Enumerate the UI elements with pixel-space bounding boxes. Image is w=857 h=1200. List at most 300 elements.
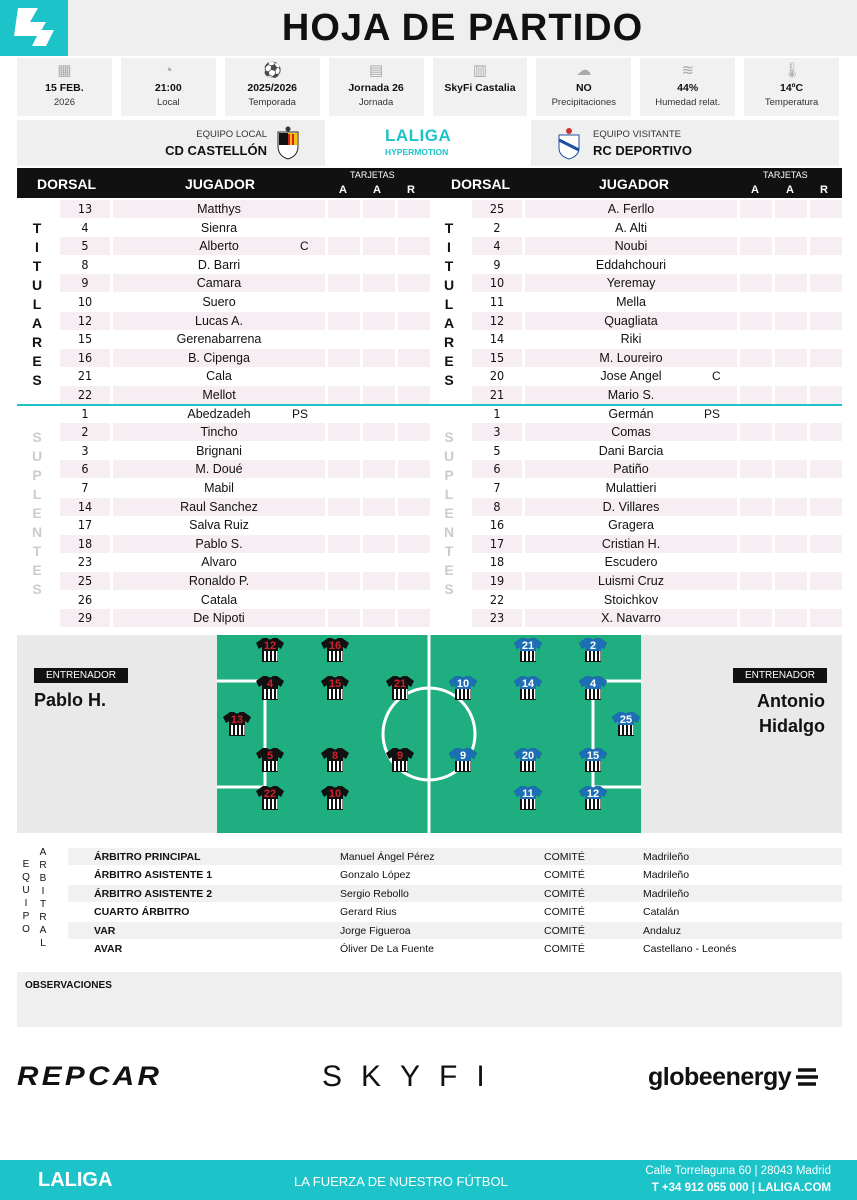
- arbitral-vertical-label: A R B I T R A L: [39, 847, 47, 949]
- card-cell-a1: [328, 237, 360, 255]
- card-cell-r: [810, 237, 842, 255]
- player-row: [472, 367, 841, 386]
- card-cell-a2: [775, 293, 807, 311]
- player-name: Cala: [206, 369, 232, 384]
- player-shirt: 14: [513, 675, 543, 701]
- card-cell-a2: [775, 553, 807, 571]
- card-cell-a2: [363, 572, 395, 590]
- player-name: Suero: [202, 295, 236, 309]
- info-value: 2025/2026: [247, 82, 297, 94]
- card-cell-a2: [363, 200, 395, 218]
- official-region: Madrileño: [643, 869, 690, 882]
- player-shirt: 11: [513, 785, 543, 811]
- card-cell-a2: [775, 479, 807, 497]
- card-cell-a1: [740, 423, 772, 441]
- clock-icon: ◔: [163, 62, 173, 79]
- card-cell-a1: [740, 312, 772, 330]
- info-value: 44%: [677, 82, 699, 94]
- card-cell-r: [810, 349, 842, 367]
- info-sub: 2026: [53, 97, 75, 108]
- card-cell-a2: [363, 535, 395, 553]
- info-value: 21:00: [154, 82, 182, 94]
- player-number: 1: [81, 405, 89, 421]
- player-number: 7: [81, 480, 89, 495]
- card-cell-a2: [775, 423, 807, 441]
- card-cell-r: [810, 312, 842, 330]
- player-shirt: 4: [255, 675, 285, 701]
- player-shirt: 13: [222, 711, 252, 737]
- player-name: Alvaro: [201, 555, 237, 570]
- card-cell-a2: [775, 535, 807, 553]
- official-row: [68, 922, 842, 939]
- info-sub: Precipitaciones: [551, 97, 617, 108]
- official-row: [68, 848, 842, 865]
- player-name: Yeremay: [606, 276, 656, 291]
- match-info-row: [17, 58, 839, 116]
- info-cell: [744, 58, 839, 116]
- player-name: Mellot: [202, 388, 236, 402]
- jugador-header: JUGADOR: [599, 176, 670, 192]
- official-name: Jorge Figueroa: [340, 924, 411, 937]
- card-cell-a1: [740, 200, 772, 218]
- player-row: [60, 591, 429, 610]
- player-number: 16: [489, 517, 505, 533]
- card-cell-r: [810, 609, 842, 627]
- card-cell-a2: [775, 442, 807, 460]
- info-sub: Local: [156, 97, 180, 108]
- card-cell-a2: [363, 460, 395, 478]
- player-shirt: 21: [513, 637, 543, 663]
- card-cell-a1: [328, 572, 360, 590]
- card-cell-a1: [740, 535, 772, 553]
- card-cell-a2: [363, 237, 395, 255]
- official-role: AVAR: [94, 943, 123, 955]
- roja-header: R: [407, 184, 415, 196]
- player-row: [60, 479, 429, 498]
- player-number: 8: [493, 498, 501, 514]
- player-number: 7: [493, 480, 501, 495]
- player-shirt: 20: [513, 747, 543, 773]
- official-region: Catalán: [643, 906, 680, 919]
- observaciones-panel: [17, 972, 842, 1027]
- card-cell-a1: [740, 256, 772, 274]
- player-number: 20: [489, 368, 505, 384]
- card-cell-r: [398, 442, 430, 460]
- official-row: [68, 940, 842, 957]
- player-name: Catala: [200, 592, 238, 607]
- player-row: [60, 535, 429, 554]
- player-name: De Nipoti: [193, 611, 245, 626]
- official-region: Madrileño: [643, 851, 690, 863]
- card-cell-a1: [740, 386, 772, 404]
- info-sub: Temporada: [248, 97, 296, 108]
- player-name: Alberto: [199, 239, 239, 254]
- player-name: Camara: [196, 276, 242, 291]
- player-row: [472, 256, 841, 275]
- player-shirt: 22: [255, 785, 285, 811]
- card-cell-a2: [775, 591, 807, 609]
- official-row: [68, 903, 842, 920]
- player-name: Quagliata: [604, 313, 658, 328]
- official-name: Gerard Rius: [340, 906, 397, 919]
- player-row: [472, 442, 841, 461]
- card-cell-a1: [328, 293, 360, 311]
- player-name: Riki: [620, 332, 642, 347]
- card-cell-r: [810, 219, 842, 237]
- player-row: [60, 516, 429, 535]
- card-cell-r: [398, 479, 430, 497]
- player-number: 15: [489, 349, 505, 365]
- player-row: [472, 219, 841, 238]
- card-cell-a2: [775, 256, 807, 274]
- card-cell-a2: [775, 498, 807, 516]
- jugador-header: JUGADOR: [185, 176, 256, 192]
- card-cell-a2: [775, 237, 807, 255]
- card-cell-a1: [740, 237, 772, 255]
- card-cell-a1: [328, 609, 360, 627]
- official-role: ÁRBITRO ASISTENTE 2: [94, 887, 213, 900]
- player-number: 9: [81, 275, 89, 291]
- player-name: Sienra: [200, 220, 238, 235]
- player-shirt: 2: [578, 637, 608, 663]
- local-table-header: [17, 168, 429, 198]
- player-name: Mabil: [204, 481, 234, 495]
- card-cell-a1: [328, 386, 360, 404]
- footer-contact: T +34 912 055 000 | LALIGA.COM: [651, 1182, 831, 1194]
- player-number: 21: [489, 387, 505, 402]
- player-number: 2: [493, 219, 501, 235]
- info-value: Jornada 26: [348, 82, 404, 94]
- player-row: [472, 293, 841, 312]
- player-name: Jose Angel: [600, 369, 662, 384]
- card-cell-r: [810, 330, 842, 348]
- card-cell-a2: [363, 423, 395, 441]
- card-cell-r: [810, 274, 842, 292]
- player-number: 25: [489, 201, 505, 216]
- humidity-icon: ≋: [681, 62, 694, 79]
- player-number: 22: [77, 387, 93, 402]
- visitor-table-header: [429, 168, 842, 198]
- visitor-team-name: RC DEPORTIVO: [593, 143, 692, 158]
- player-row: [472, 591, 841, 610]
- player-number: 29: [77, 610, 93, 626]
- player-name: Gragera: [608, 518, 654, 533]
- amarilla-1-header: A: [339, 184, 347, 196]
- official-row: [68, 885, 842, 902]
- player-shirt: 5: [255, 747, 285, 773]
- card-cell-a2: [775, 460, 807, 478]
- player-name: Lucas A.: [195, 313, 243, 328]
- card-cell-r: [398, 460, 430, 478]
- official-region: Madrileño: [643, 887, 690, 900]
- laliga-logo: [0, 0, 68, 56]
- card-cell-a1: [328, 479, 360, 497]
- titulares-vertical-label: T I T U L A R E S: [443, 220, 455, 388]
- roja-header: R: [820, 184, 828, 196]
- player-row: [60, 200, 429, 219]
- card-cell-a2: [775, 405, 807, 423]
- player-number: 25: [77, 573, 93, 588]
- player-shirt: 9: [448, 747, 478, 773]
- footer-tagline: LA FUERZA DE NUESTRO FÚTBOL: [294, 1174, 508, 1189]
- player-name: Tincho: [200, 425, 238, 440]
- card-cell-a1: [740, 479, 772, 497]
- repcar-logo: REPCAR: [17, 1061, 163, 1091]
- player-tag: C: [712, 369, 721, 384]
- player-number: 22: [489, 591, 505, 607]
- card-cell-r: [810, 423, 842, 441]
- player-row: [472, 535, 841, 554]
- card-cell-r: [810, 405, 842, 423]
- player-name: Raul Sanchez: [180, 499, 258, 514]
- card-cell-a2: [363, 367, 395, 385]
- card-cell-r: [398, 219, 430, 237]
- card-cell-a1: [328, 349, 360, 367]
- titulares-vertical-label: T I T U L A R E S: [31, 220, 43, 388]
- player-row: [60, 572, 429, 591]
- info-value: SkyFi Castalia: [444, 82, 516, 94]
- card-cell-a2: [363, 591, 395, 609]
- player-name: Dani Barcia: [598, 443, 664, 458]
- card-cell-a2: [775, 219, 807, 237]
- card-cell-r: [810, 479, 842, 497]
- player-shirt: 10: [448, 675, 478, 701]
- card-cell-r: [398, 367, 430, 385]
- card-cell-a2: [363, 219, 395, 237]
- player-name: D. Barri: [197, 257, 241, 272]
- card-cell-a1: [740, 460, 772, 478]
- info-cell: [121, 58, 216, 116]
- info-sub: Jornada: [358, 97, 394, 108]
- card-cell-r: [398, 423, 430, 441]
- card-cell-a2: [363, 405, 395, 423]
- player-row: [472, 609, 841, 628]
- card-cell-a1: [328, 460, 360, 478]
- observaciones-label: OBSERVACIONES: [25, 980, 112, 991]
- visitor-coach-name: Antonio Hidalgo: [757, 691, 825, 736]
- official-name: Manuel Ángel Pérez: [340, 851, 435, 863]
- official-comite: COMITÉ: [544, 906, 585, 919]
- player-shirt: 21: [385, 675, 415, 701]
- globeenergy-logo: globeenergy: [648, 1060, 843, 1094]
- card-cell-r: [398, 349, 430, 367]
- player-number: 21: [77, 368, 93, 384]
- card-cell-r: [398, 591, 430, 609]
- player-name: Patiño: [613, 462, 649, 477]
- card-cell-r: [810, 442, 842, 460]
- official-comite: COMITÉ: [544, 924, 585, 937]
- card-cell-r: [810, 460, 842, 478]
- card-cell-a2: [363, 609, 395, 627]
- player-row: [60, 553, 429, 572]
- player-shirt: 15: [320, 675, 350, 701]
- coach-label: ENTRENADOR: [733, 668, 827, 683]
- card-cell-a1: [740, 219, 772, 237]
- dorsal-header: DORSAL: [37, 176, 97, 192]
- card-cell-r: [398, 516, 430, 534]
- player-row: [472, 553, 841, 572]
- card-cell-a1: [328, 535, 360, 553]
- card-cell-a1: [740, 274, 772, 292]
- player-row: [472, 423, 841, 442]
- visitor-coach-panel: [641, 635, 842, 833]
- official-role: VAR: [94, 924, 116, 937]
- card-cell-r: [398, 609, 430, 627]
- card-cell-a2: [363, 498, 395, 516]
- player-row: [472, 405, 841, 424]
- player-name: Stoichkov: [603, 592, 659, 607]
- official-comite: COMITÉ: [544, 869, 585, 882]
- player-number: 23: [489, 610, 505, 626]
- player-number: 6: [493, 461, 501, 477]
- info-sub: Temperatura: [764, 97, 819, 108]
- suplentes-vertical-label: S U P L E N T E S: [31, 429, 43, 597]
- info-cell: [329, 58, 424, 116]
- player-number: 18: [489, 554, 505, 570]
- card-cell-r: [398, 293, 430, 311]
- card-cell-a1: [328, 442, 360, 460]
- card-cell-a2: [775, 572, 807, 590]
- stadium-icon: ▥: [472, 62, 488, 79]
- card-cell-r: [810, 516, 842, 534]
- player-name: Eddahchouri: [595, 257, 667, 272]
- card-cell-r: [810, 535, 842, 553]
- card-cell-a1: [328, 498, 360, 516]
- player-shirt: 15: [578, 747, 608, 773]
- player-number: 23: [77, 554, 93, 570]
- card-cell-a1: [328, 423, 360, 441]
- titulares-divider: [17, 404, 842, 406]
- player-number: 16: [77, 349, 93, 365]
- player-name: Salva Ruiz: [189, 518, 249, 533]
- card-cell-a1: [740, 553, 772, 571]
- player-row: [60, 274, 429, 293]
- player-shirt: 8: [320, 747, 350, 773]
- page-title: HOJA DE PARTIDO: [68, 0, 857, 56]
- card-cell-r: [398, 200, 430, 218]
- info-sub: Humedad relat.: [655, 97, 721, 108]
- info-cell: [536, 58, 631, 116]
- card-cell-a2: [363, 553, 395, 571]
- card-cell-a1: [328, 256, 360, 274]
- official-role: ÁRBITRO PRINCIPAL: [94, 851, 201, 863]
- player-number: 4: [81, 219, 89, 235]
- card-cell-a2: [775, 330, 807, 348]
- card-cell-a2: [363, 312, 395, 330]
- local-coach-name: Pablo H.: [34, 690, 107, 710]
- player-number: 10: [489, 275, 505, 291]
- coach-label: ENTRENADOR: [34, 668, 128, 683]
- player-name: Gerenabarrena: [176, 332, 262, 347]
- player-row: [472, 498, 841, 517]
- card-cell-r: [398, 498, 430, 516]
- player-row: [472, 200, 841, 219]
- info-cell: [225, 58, 320, 116]
- player-number: 17: [489, 535, 505, 551]
- dorsal-header: DORSAL: [451, 176, 511, 192]
- player-number: 5: [81, 238, 89, 254]
- card-cell-r: [398, 312, 430, 330]
- player-number: 3: [493, 424, 501, 440]
- amarilla-1-header: A: [751, 184, 759, 196]
- card-cell-a2: [363, 256, 395, 274]
- card-cell-a2: [775, 367, 807, 385]
- calendar-grid-icon: ▤: [368, 62, 384, 79]
- player-name: D. Villares: [602, 499, 660, 514]
- player-name: A. Alti: [615, 220, 647, 235]
- player-row: [60, 349, 429, 368]
- player-row: [472, 312, 841, 331]
- card-cell-a2: [363, 274, 395, 292]
- card-cell-r: [398, 237, 430, 255]
- player-number: 11: [489, 294, 505, 309]
- card-cell-r: [810, 293, 842, 311]
- player-number: 19: [489, 573, 505, 588]
- player-row: [60, 498, 429, 517]
- player-number: 3: [81, 442, 89, 458]
- card-cell-r: [398, 572, 430, 590]
- globeenergy-mark-icon: [794, 1066, 820, 1088]
- player-row: [60, 442, 429, 461]
- card-cell-a2: [363, 330, 395, 348]
- card-cell-a1: [740, 330, 772, 348]
- card-cell-a2: [775, 274, 807, 292]
- player-name: B. Cipenga: [188, 350, 250, 365]
- card-cell-r: [810, 553, 842, 571]
- card-cell-a1: [328, 367, 360, 385]
- player-name: Abedzadeh: [187, 406, 251, 421]
- player-shirt: 16: [320, 637, 350, 663]
- card-cell-a2: [775, 312, 807, 330]
- visitor-team-label: EQUIPO VISITANTE: [593, 129, 681, 140]
- player-row: [60, 367, 429, 386]
- card-cell-r: [398, 386, 430, 404]
- card-cell-a1: [328, 312, 360, 330]
- card-cell-a1: [740, 516, 772, 534]
- official-comite: COMITÉ: [544, 887, 585, 900]
- card-cell-a2: [363, 293, 395, 311]
- castellon-crest-icon: [275, 126, 301, 160]
- player-number: 8: [81, 256, 89, 272]
- player-number: 17: [77, 517, 93, 533]
- card-cell-r: [398, 274, 430, 292]
- player-row: [472, 237, 841, 256]
- card-cell-a2: [363, 386, 395, 404]
- player-row: [60, 423, 429, 442]
- card-cell-r: [810, 386, 842, 404]
- player-shirt: 4: [578, 675, 608, 701]
- player-name: Mulattieri: [605, 481, 657, 495]
- local-team-panel: [17, 120, 325, 166]
- player-row: [60, 219, 429, 238]
- player-row: [472, 274, 841, 293]
- player-row: [472, 330, 841, 349]
- info-cell: [640, 58, 735, 116]
- card-cell-r: [398, 405, 430, 423]
- card-cell-a1: [740, 349, 772, 367]
- card-cell-a1: [328, 330, 360, 348]
- player-row: [60, 237, 429, 256]
- card-cell-r: [398, 553, 430, 571]
- player-number: 14: [77, 498, 93, 514]
- player-number: 4: [493, 238, 501, 254]
- local-team-label: EQUIPO LOCAL: [196, 129, 267, 140]
- player-number: 15: [77, 331, 93, 347]
- player-name: Mario S.: [607, 388, 655, 402]
- card-cell-a1: [740, 609, 772, 627]
- info-value: NO: [575, 82, 592, 94]
- card-cell-a2: [363, 349, 395, 367]
